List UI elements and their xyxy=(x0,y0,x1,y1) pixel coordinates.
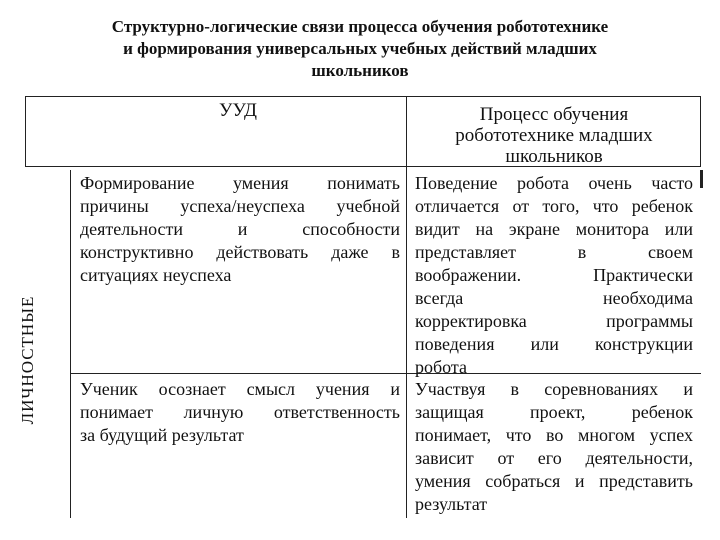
row-2-process-line: Участвуя в соревнованиях и xyxy=(415,379,693,399)
right-edge-mark xyxy=(700,170,703,188)
row-1-uud-line: конструктивно действовать даже в xyxy=(80,242,400,262)
row-1-uud-line: причины успеха/неуспеха учебной xyxy=(80,196,400,216)
row-group-label: ЛИЧНОСТНЫЕ xyxy=(18,295,37,425)
title-line-3: школьников xyxy=(311,61,409,80)
row-2-uud-cell xyxy=(80,378,400,447)
label-column-border xyxy=(70,170,71,518)
title-line-2: и формирования универсальных учебных действий младших xyxy=(123,39,597,58)
row-1-process-line: воображении. Практически xyxy=(415,265,693,285)
row-1-uud-line: Формирование умения понимать xyxy=(80,173,400,193)
header-process xyxy=(408,104,700,167)
row-1-process-line: видит на экране монитора или xyxy=(415,219,693,239)
row-2-process-cell xyxy=(415,378,693,516)
row-1-uud-cell xyxy=(80,172,400,287)
header-uud-label: УУД xyxy=(219,100,257,121)
table-top-border xyxy=(25,96,701,97)
row-1-process-line: представляет в своем xyxy=(415,242,693,262)
row-1-process-line: робота xyxy=(415,357,467,377)
page-title xyxy=(40,16,680,82)
title-line-1: Структурно-логические связи процесса обучения робототехнике xyxy=(111,17,609,36)
row-2-process-line: защищая проект, ребенок xyxy=(415,402,693,422)
row-1-process-line: поведения или конструкции xyxy=(415,334,693,354)
row-1-uud-line: ситуациях неуспеха xyxy=(80,265,232,285)
middle-column-border xyxy=(406,96,407,518)
row-1-process-cell xyxy=(415,172,693,379)
row-1-process-line: Поведение робота очень часто xyxy=(415,173,693,193)
header-process-line-1: Процесс обучения xyxy=(479,104,629,125)
row-1-process-line: отличается от того, что ребенок xyxy=(415,196,693,216)
table-left-border xyxy=(25,96,26,167)
row-2-process-line: умения собраться и представить xyxy=(415,471,693,491)
header-uud xyxy=(72,100,404,121)
header-process-line-3: школьников xyxy=(505,146,603,167)
row-2-uud-line: понимает личную ответственность xyxy=(80,402,400,422)
row-2-process-line: понимает, что во многом успех xyxy=(415,425,693,445)
row-1-uud-line: деятельности и способности xyxy=(80,219,400,239)
row-1-process-line: всегда необходима xyxy=(415,288,693,308)
row-2-uud-line: Ученик осознает смысл учения и xyxy=(80,379,400,399)
row-2-uud-line: за будущий результат xyxy=(80,425,244,445)
table-right-border xyxy=(700,96,701,167)
row-2-process-line: зависит от его деятельности, xyxy=(415,448,693,468)
header-process-line-2: робототехнике младших xyxy=(455,125,653,146)
row-2-process-line: результат xyxy=(415,494,488,514)
row-1-process-line: корректировка программы xyxy=(415,311,693,331)
